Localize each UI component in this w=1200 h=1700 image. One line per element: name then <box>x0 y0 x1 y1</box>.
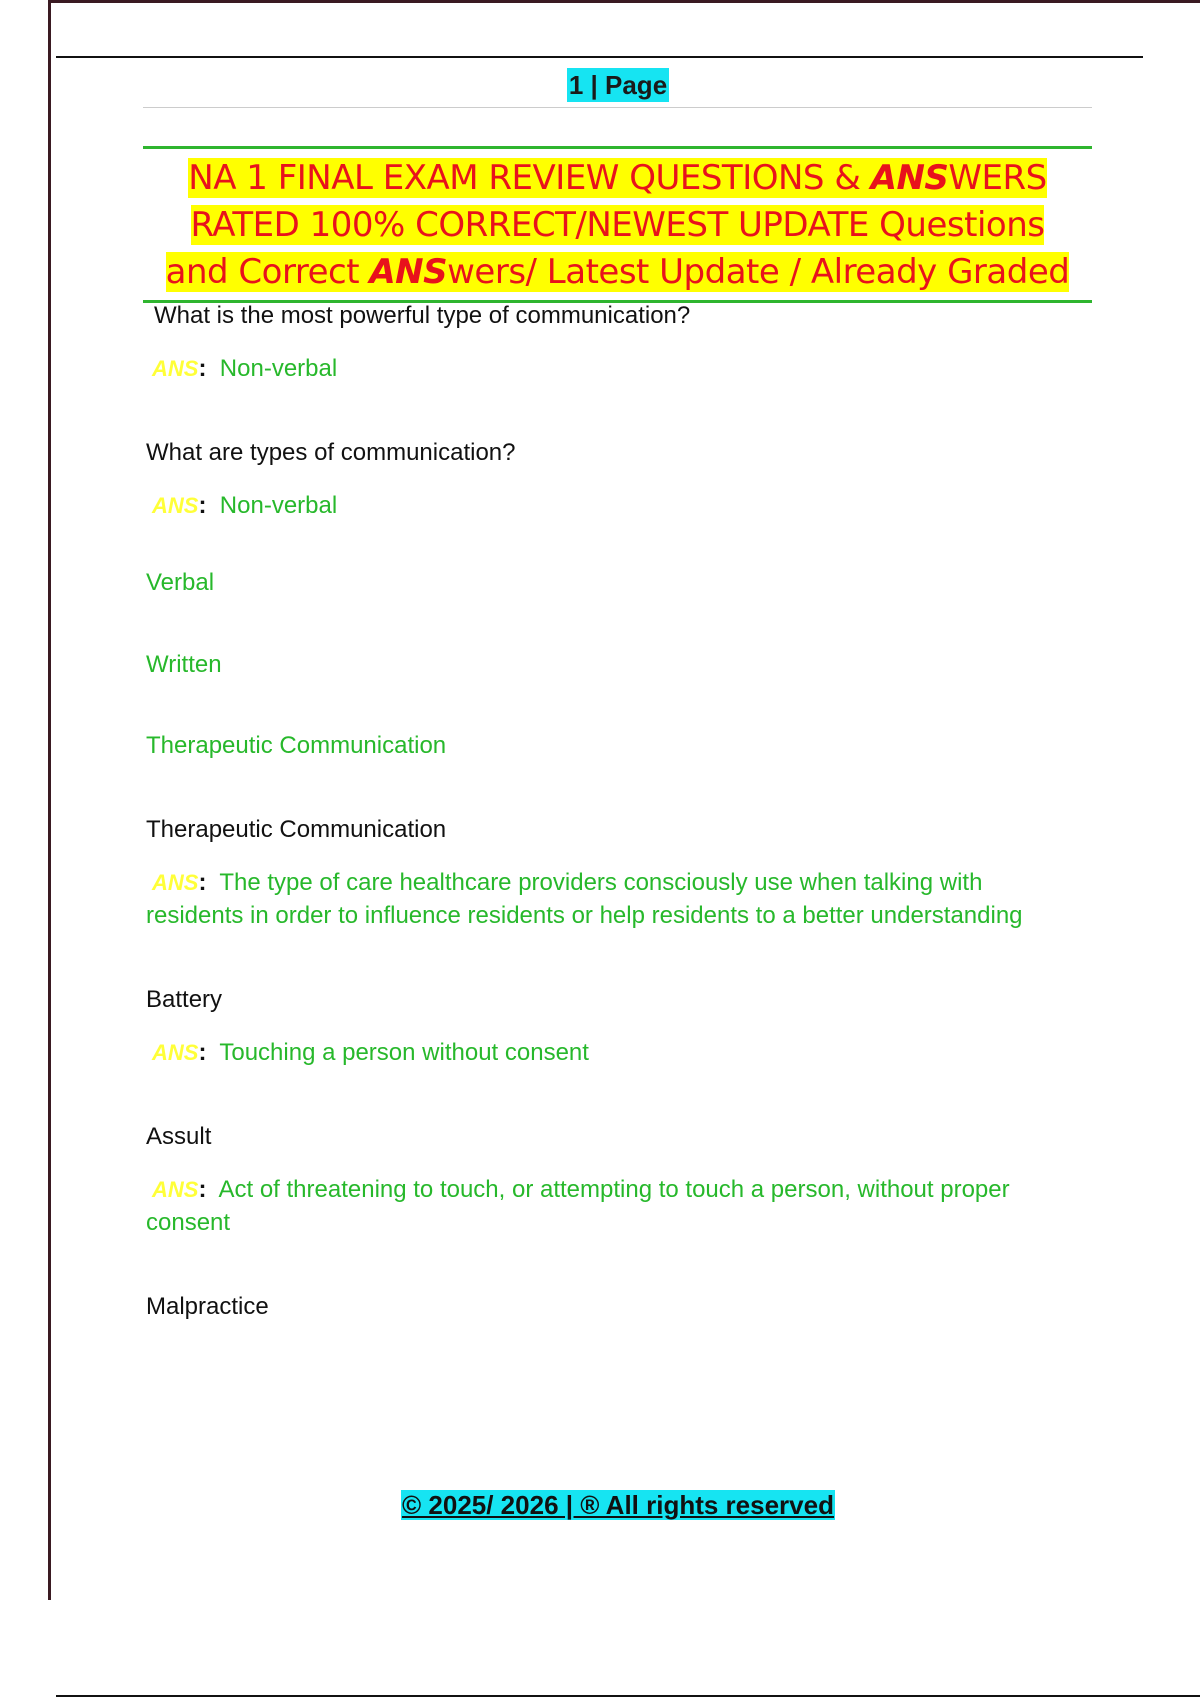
footer-rule <box>56 1695 1200 1697</box>
header-divider <box>143 107 1092 108</box>
copyright-footer <box>0 1490 1200 1521</box>
question-text: Assult <box>146 1123 212 1150</box>
question-text: Battery <box>146 986 223 1013</box>
document-title <box>143 146 1092 303</box>
top-border <box>48 0 1200 3</box>
question-text: Malpractice <box>146 1293 269 1320</box>
question-text: Therapeutic Communication <box>146 816 447 843</box>
answer-item: Written <box>146 651 222 678</box>
question-text: What are types of communication? <box>146 439 516 466</box>
answer-text: ANS: Non-verbal <box>152 355 338 382</box>
question-text: What is the most powerful type of communication? <box>154 302 691 329</box>
answer-text: ANS: Touching a person without consent <box>152 1039 589 1066</box>
title-line-3: and Correct ANSwers/ Latest Update / Already Graded <box>165 252 1070 292</box>
title-line-1: NA 1 FINAL EXAM REVIEW QUESTIONS & ANSWERS <box>188 158 1047 198</box>
ans-label: ANS <box>152 870 199 895</box>
left-border <box>48 0 51 1600</box>
copyright-text: © 2025/ 2026 | ® All rights reserved <box>402 1490 834 1520</box>
ans-label: ANS <box>152 356 199 381</box>
answer-item: Therapeutic Communication <box>146 732 447 759</box>
page-number-label: 1 | Page <box>568 70 668 100</box>
qa-content <box>146 302 1086 1321</box>
answer-item: Verbal <box>146 569 215 596</box>
ans-label: ANS <box>152 1040 199 1065</box>
ans-label: ANS <box>152 493 199 518</box>
answer-text: ANS: The type of care healthcare providers consciously use when talking with residents in order to influence residents or help residents to a better understanding <box>146 869 1023 929</box>
header-rule <box>56 56 1143 58</box>
page-number <box>0 70 1200 101</box>
answer-text: ANS: Non-verbal <box>152 492 338 519</box>
ans-label: ANS <box>152 1177 199 1202</box>
title-line-2: RATED 100% CORRECT/NEWEST UPDATE Questions <box>190 205 1045 245</box>
answer-text: ANS: Act of threatening to touch, or attempting to touch a person, without proper consent <box>146 1176 1010 1236</box>
